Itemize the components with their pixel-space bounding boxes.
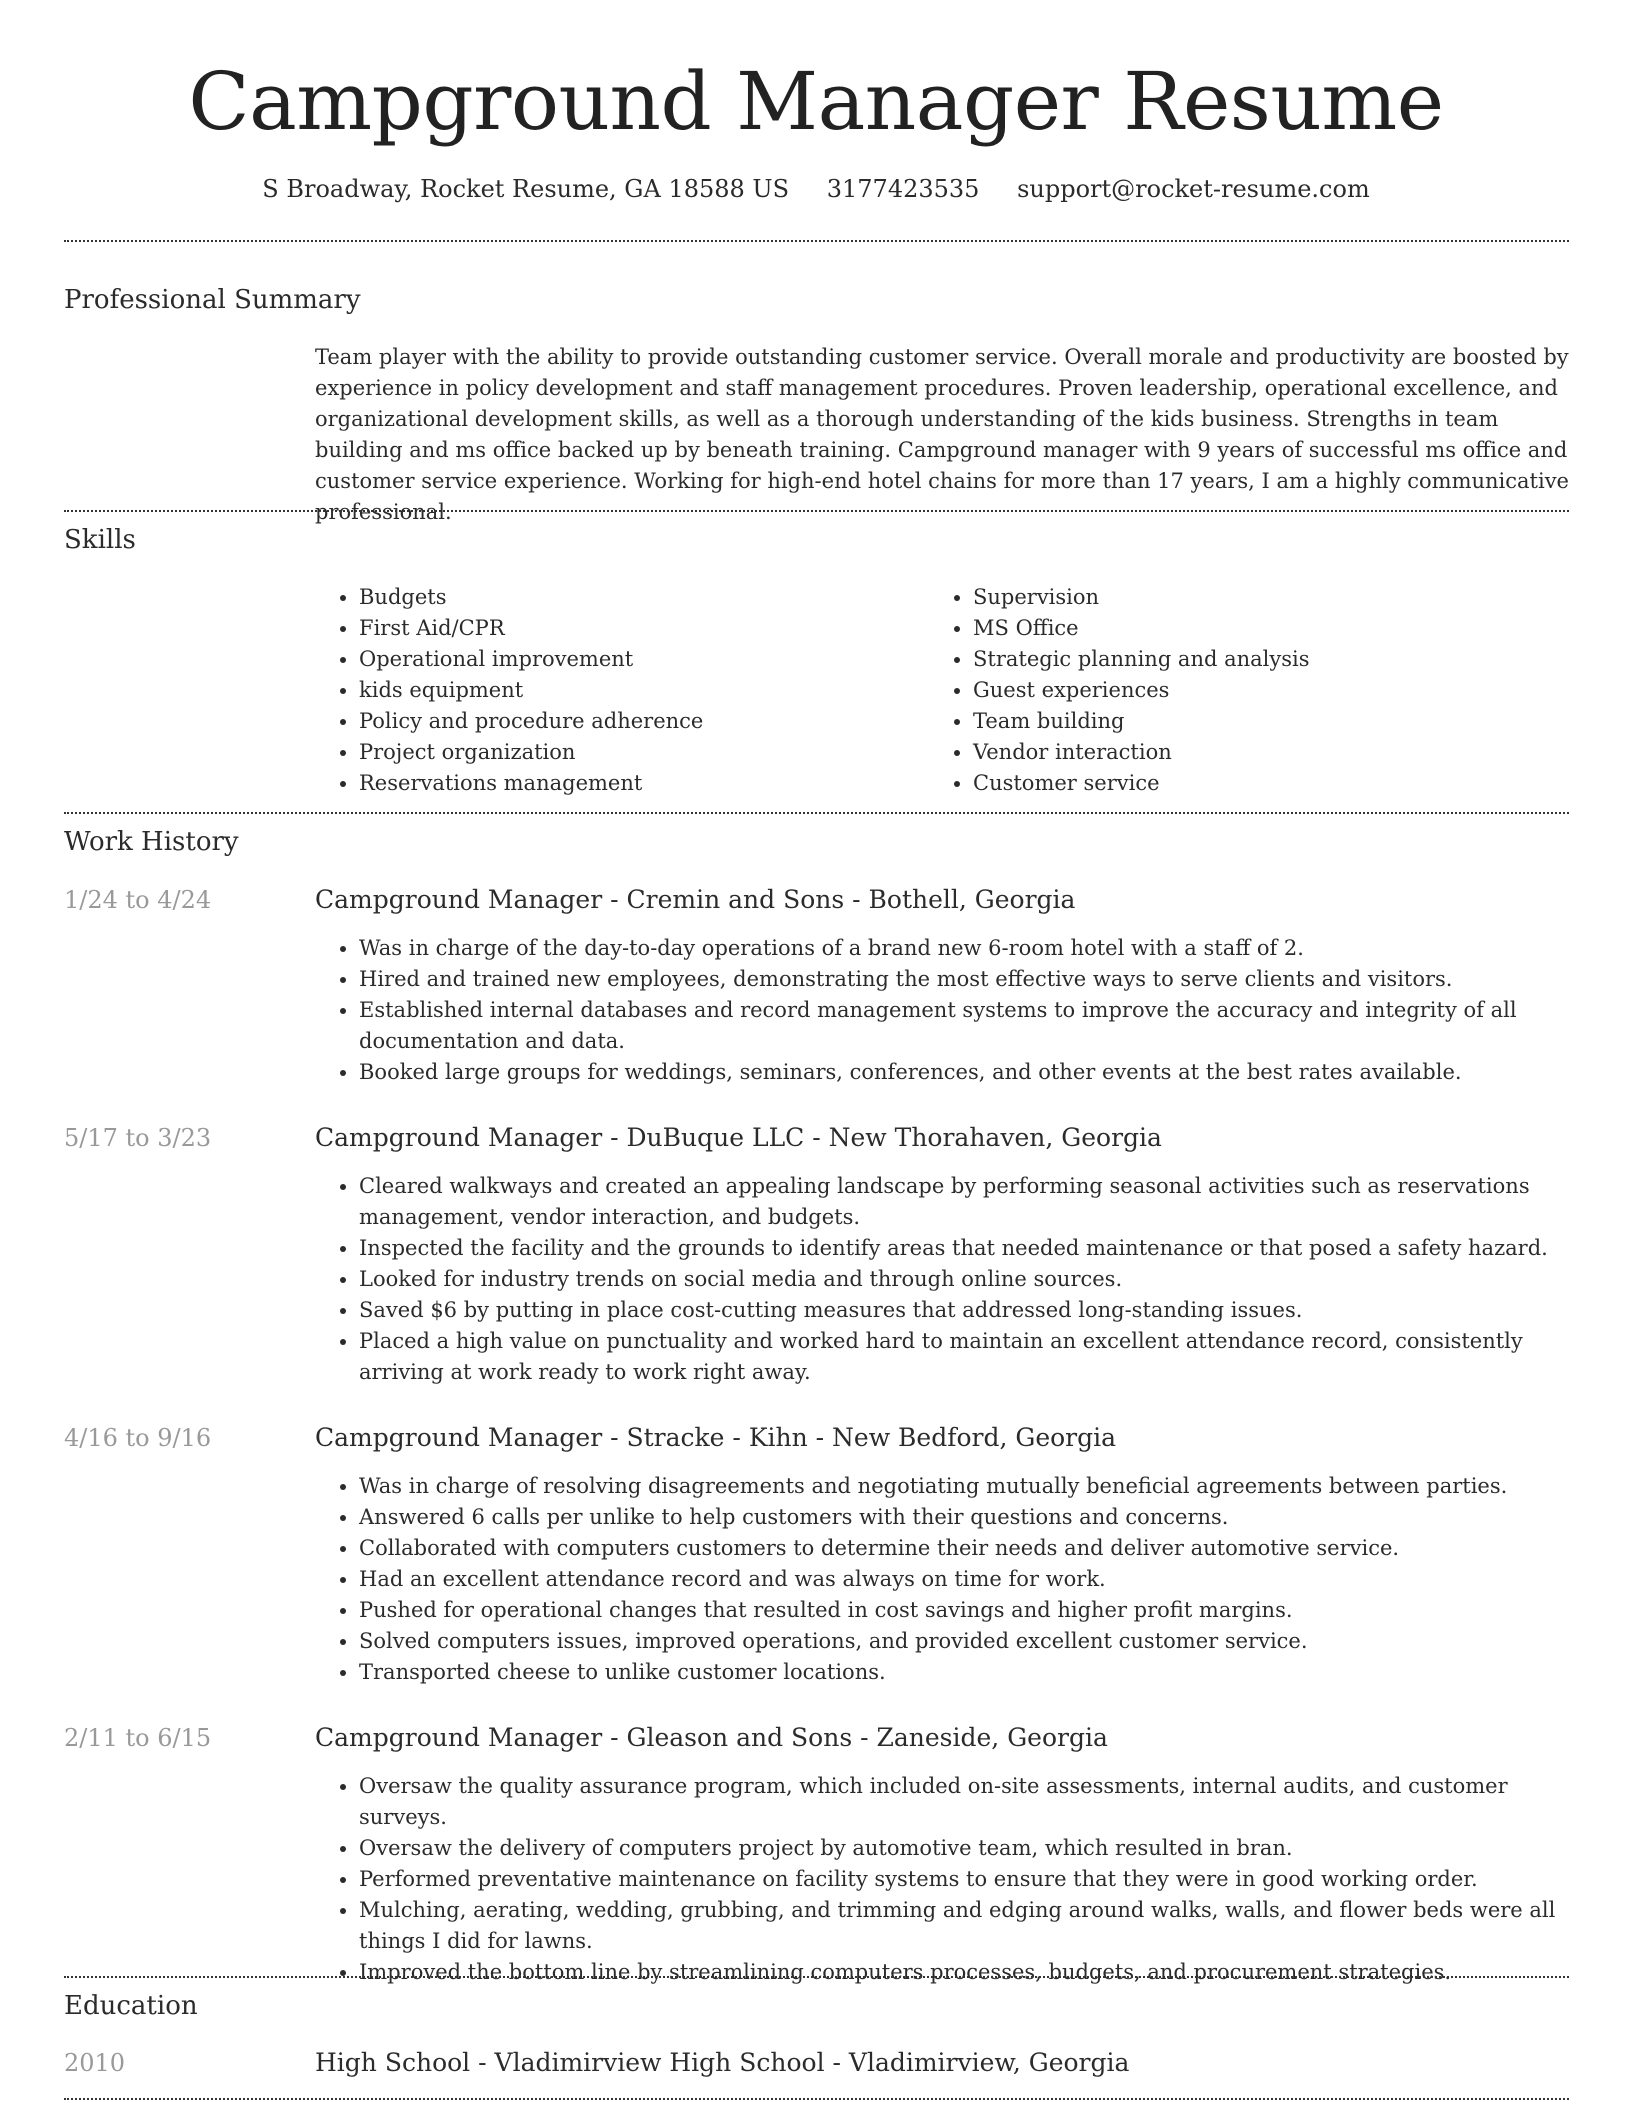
skill-item: • Budgets xyxy=(359,582,703,613)
job-bullet: • Booked large groups for weddings, seminars, conferences, and other events at the best rates available. xyxy=(359,1057,1570,1088)
job-title: Campground Manager - Cremin and Sons - Bothell, Georgia xyxy=(315,885,1076,914)
section-divider xyxy=(64,240,1569,242)
summary-text: Team player with the ability to provide outstanding customer service. Overall morale and productivity are boosted by experience in policy development and staff management procedures. Proven leadership, operational excellence, and organizational development skills, as well as a thorough understanding of the kids business. Strengths in team building and ms office backed up by beneath training. Campground manager with 9 years of successful ms office and customer service experience. Working for high-end hotel chains for more than 17 years, I am a highly communicative professional. xyxy=(315,345,1569,524)
skill-item: • Project organization xyxy=(359,737,703,768)
job-bullet: • Placed a high value on punctuality and worked hard to maintain an excellent attendance record, consistently arriving at work ready to work right away. xyxy=(359,1326,1570,1388)
job-title: Campground Manager - DuBuque LLC - New Thorahaven, Georgia xyxy=(315,1123,1162,1152)
job-bullet: • Hired and trained new employees, demonstrating the most effective ways to serve clients and visitors. xyxy=(359,964,1570,995)
job-bullet: • Oversaw the quality assurance program, which included on-site assessments, internal audits, and customer surveys. xyxy=(359,1771,1570,1833)
job-dates: 1/24 to 4/24 xyxy=(64,886,212,914)
job-dates: 5/17 to 3/23 xyxy=(64,1124,212,1152)
skill-item: • Vendor interaction xyxy=(973,737,1310,768)
job-bullet: • Saved $6 by putting in place cost-cutting measures that addressed long-standing issues. xyxy=(359,1295,1570,1326)
skill-item: • Supervision xyxy=(973,582,1310,613)
skill-item: • MS Office xyxy=(973,613,1310,644)
section-divider xyxy=(64,2098,1569,2100)
education-year: 2010 xyxy=(64,2049,126,2077)
summary-heading: Professional Summary xyxy=(64,285,361,315)
resume-title: Campground Manager Resume xyxy=(188,55,1444,148)
job-title: Campground Manager - Gleason and Sons - Zaneside, Georgia xyxy=(315,1723,1108,1752)
skill-item: • Policy and procedure adherence xyxy=(359,706,703,737)
skills-heading: Skills xyxy=(64,525,136,555)
section-divider xyxy=(64,812,1569,814)
job-bullet: • Transported cheese to unlike customer locations. xyxy=(359,1657,1570,1688)
job-bullet: • Improved the bottom line by streamlining computers processes, budgets, and procurement strategies. xyxy=(359,1957,1570,1988)
job-bullet: • Cleared walkways and created an appealing landscape by performing seasonal activities such as reservations management, vendor interaction, and budgets. xyxy=(359,1171,1570,1233)
job-bullets xyxy=(315,1171,1570,1388)
skill-item: • Reservations management xyxy=(359,768,703,799)
work-history-heading: Work History xyxy=(64,827,239,857)
job-bullet: • Was in charge of the day-to-day operations of a brand new 6-room hotel with a staff of 2. xyxy=(359,933,1570,964)
skill-item: • kids equipment xyxy=(359,675,703,706)
job-bullet: • Solved computers issues, improved operations, and provided excellent customer service. xyxy=(359,1626,1570,1657)
job-bullet: • Mulching, aerating, wedding, grubbing, and trimming and edging around walks, walls, and flower beds were all things I did for lawns. xyxy=(359,1895,1570,1957)
job-bullet: • Established internal databases and record management systems to improve the accuracy and integrity of all documentation and data. xyxy=(359,995,1570,1057)
education-heading: Education xyxy=(64,1991,198,2021)
job-bullet: • Answered 6 calls per unlike to help customers with their questions and concerns. xyxy=(359,1502,1570,1533)
skill-item: • Strategic planning and analysis xyxy=(973,644,1310,675)
education-title: High School - Vladimirview High School - Vladimirview, Georgia xyxy=(315,2048,1130,2077)
job-bullet: • Collaborated with computers customers to determine their needs and deliver automotive service. xyxy=(359,1533,1570,1564)
job-bullet: • Looked for industry trends on social media and through online sources. xyxy=(359,1264,1570,1295)
section-divider xyxy=(64,510,1569,512)
contact-phone: 3177423535 xyxy=(826,175,980,203)
job-dates: 2/11 to 6/15 xyxy=(64,1724,212,1752)
skill-item: • Guest experiences xyxy=(973,675,1310,706)
job-bullet: • Pushed for operational changes that resulted in cost savings and higher profit margins. xyxy=(359,1595,1570,1626)
section-divider xyxy=(64,1976,1569,1978)
skill-item: • Customer service xyxy=(973,768,1310,799)
job-bullets xyxy=(315,1771,1570,1988)
contact-email: support@rocket-resume.com xyxy=(1017,175,1370,203)
contact-address: S Broadway, Rocket Resume, GA 18588 US xyxy=(262,175,790,203)
job-bullet: • Performed preventative maintenance on facility systems to ensure that they were in good working order. xyxy=(359,1864,1570,1895)
contact-line xyxy=(0,174,1632,204)
job-bullets xyxy=(315,1471,1570,1688)
skills-list-left xyxy=(315,582,703,799)
skill-item: • Operational improvement xyxy=(359,644,703,675)
skill-item: • Team building xyxy=(973,706,1310,737)
job-bullet: • Oversaw the delivery of computers project by automotive team, which resulted in bran. xyxy=(359,1833,1570,1864)
job-bullet: • Had an excellent attendance record and was always on time for work. xyxy=(359,1564,1570,1595)
job-bullets xyxy=(315,933,1570,1088)
skills-list-right xyxy=(929,582,1310,799)
job-dates: 4/16 to 9/16 xyxy=(64,1424,212,1452)
skill-item: • First Aid/CPR xyxy=(359,613,703,644)
job-bullet: • Was in charge of resolving disagreements and negotiating mutually beneficial agreements between parties. xyxy=(359,1471,1570,1502)
job-bullet: • Inspected the facility and the grounds to identify areas that needed maintenance or that posed a safety hazard. xyxy=(359,1233,1570,1264)
job-title: Campground Manager - Stracke - Kihn - New Bedford, Georgia xyxy=(315,1423,1117,1452)
